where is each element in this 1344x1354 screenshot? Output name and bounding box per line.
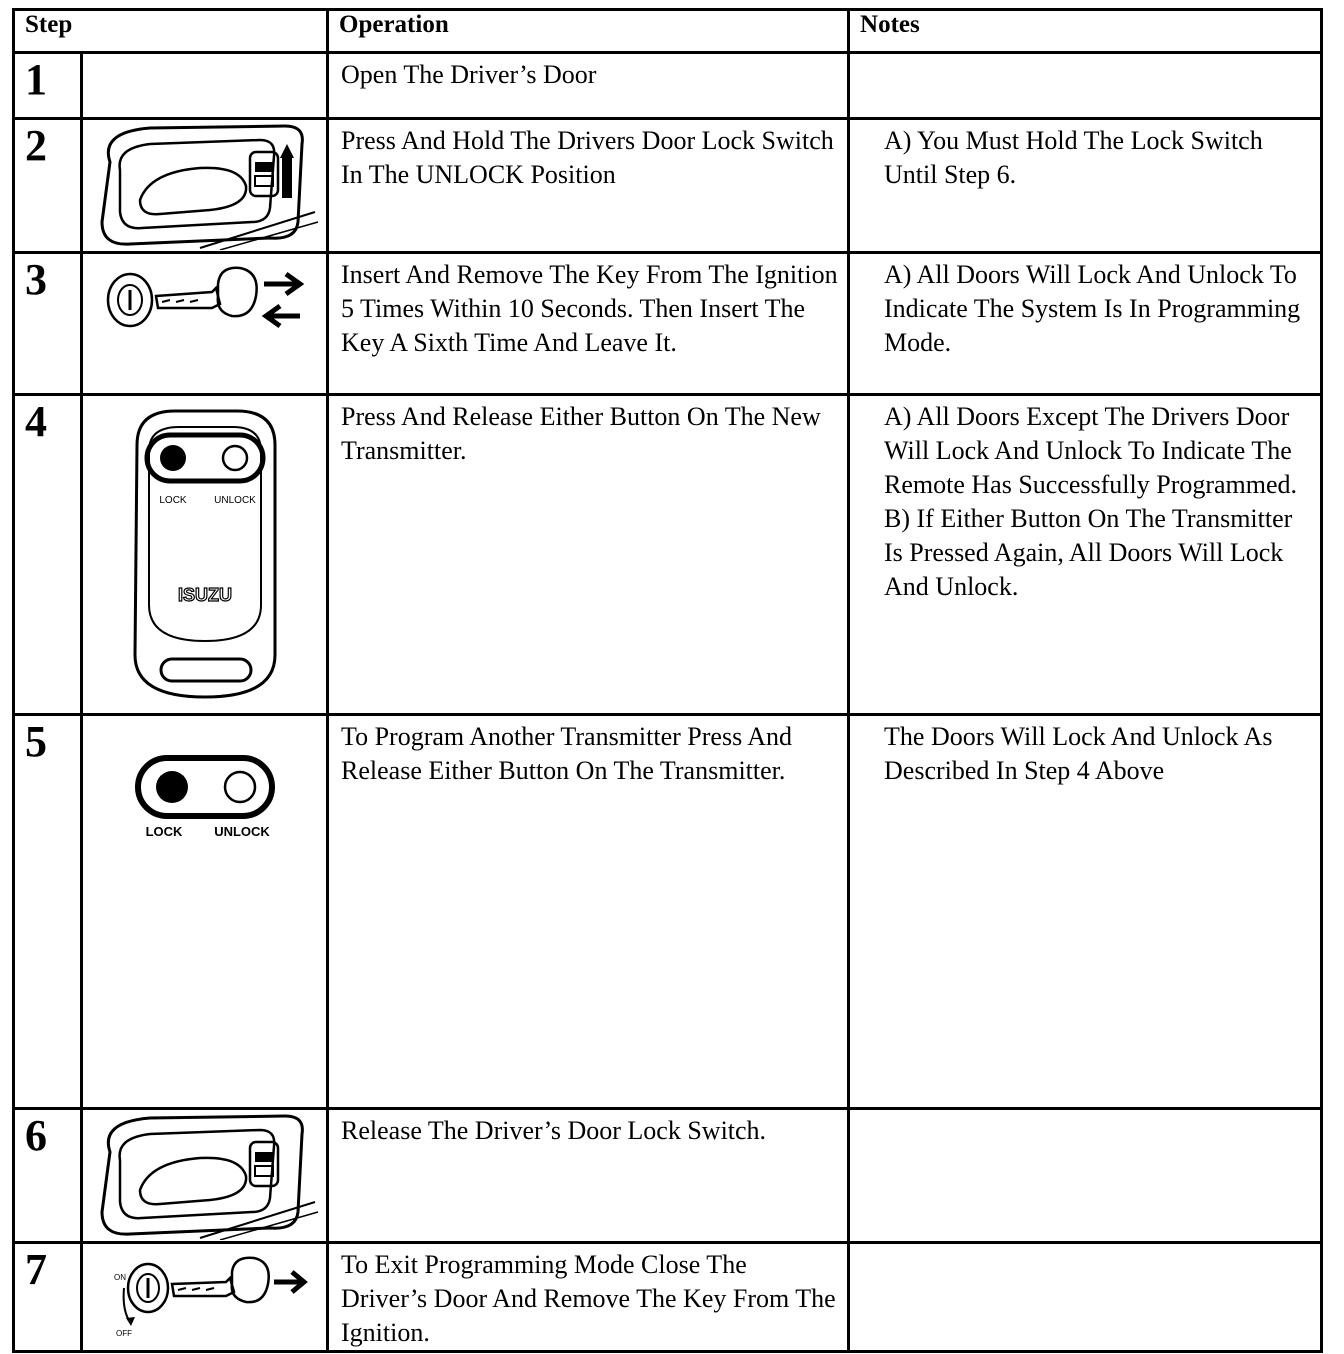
header-row [14,10,1322,53]
step-row-3 [14,253,1322,395]
fob-brand: ISUZU [177,584,232,605]
arrow-icon [274,1272,304,1292]
step-notes: A) All Doors Will Lock And Unlock To Indicate The System Is In Programming Mode. [849,253,1322,395]
step-notes [849,1109,1322,1243]
door-handle-icon [90,122,320,250]
step-operation: Press And Hold The Drivers Door Lock Switch In The UNLOCK Position [328,119,849,253]
step-operation: To Exit Programming Mode Close The Driver’s Door And Remove The Key From The Ignition. [328,1243,849,1352]
step-operation: Open The Driver’s Door [328,53,849,119]
programming-steps-table [12,8,1323,1353]
step-notes [849,395,1322,715]
step-number: 6 [14,1109,82,1243]
step-illustration [82,53,328,119]
step-row-2 [14,119,1322,253]
step-note-a: A) All Doors Except The Drivers Door Will Lock And Unlock To Indicate The Remote Has Successfully Programmed. [884,402,1298,499]
ignition-off-label: OFF [115,1329,132,1338]
key-fob-icon [125,405,285,705]
remote-unlock-label: UNLOCK [213,824,270,839]
fob-unlock-label: UNLOCK [213,494,256,506]
remote-lock-label: LOCK [145,824,182,839]
step-row-5 [14,715,1322,1109]
key-ignition-icon [100,1252,310,1342]
step-notes: The Doors Will Lock And Unlock As Described In Step 4 Above [849,715,1322,1109]
step-operation: Press And Release Either Button On The New Transmitter. [328,395,849,715]
step-notes [849,53,1322,119]
fob-lock-label: LOCK [158,494,187,506]
step-row-1 [14,53,1322,119]
step-notes [849,1243,1322,1352]
step-operation: To Program Another Transmitter Press And Release Either Button On The Transmitter. [328,715,849,1109]
step-number: 3 [14,253,82,395]
header-notes: Notes [849,10,1322,53]
step-operation: Insert And Remove The Key From The Ignition 5 Times Within 10 Seconds. Then Insert The Key A Sixth Time And Leave It. [328,253,849,395]
step-operation: Release The Driver’s Door Lock Switch. [328,1109,849,1243]
header-step: Step [14,10,328,53]
step-illustration [82,119,328,253]
header-operation: Operation [328,10,849,53]
step-number: 5 [14,715,82,1109]
step-number: 4 [14,395,82,715]
step-number: 1 [14,53,82,119]
step-note-b: B) If Either Button On The Transmitter Is Pressed Again, All Doors Will Lock And Unlock. [884,504,1293,601]
step-illustration [82,715,328,1109]
step-row-4 [14,395,1322,715]
key-ignition-icon [100,262,310,342]
step-illustration [82,1243,328,1352]
step-number: 2 [14,119,82,253]
step-row-7 [14,1243,1322,1352]
door-handle-icon [90,1112,320,1240]
step-notes: A) You Must Hold The Lock Switch Until Step 6. [849,119,1322,253]
step-illustration [82,253,328,395]
step-illustration [82,395,328,715]
ignition-on-label: ON [113,1273,126,1282]
step-number: 7 [14,1243,82,1352]
step-row-6 [14,1109,1322,1243]
remote-buttons-icon [130,752,280,842]
step-illustration [82,1109,328,1243]
